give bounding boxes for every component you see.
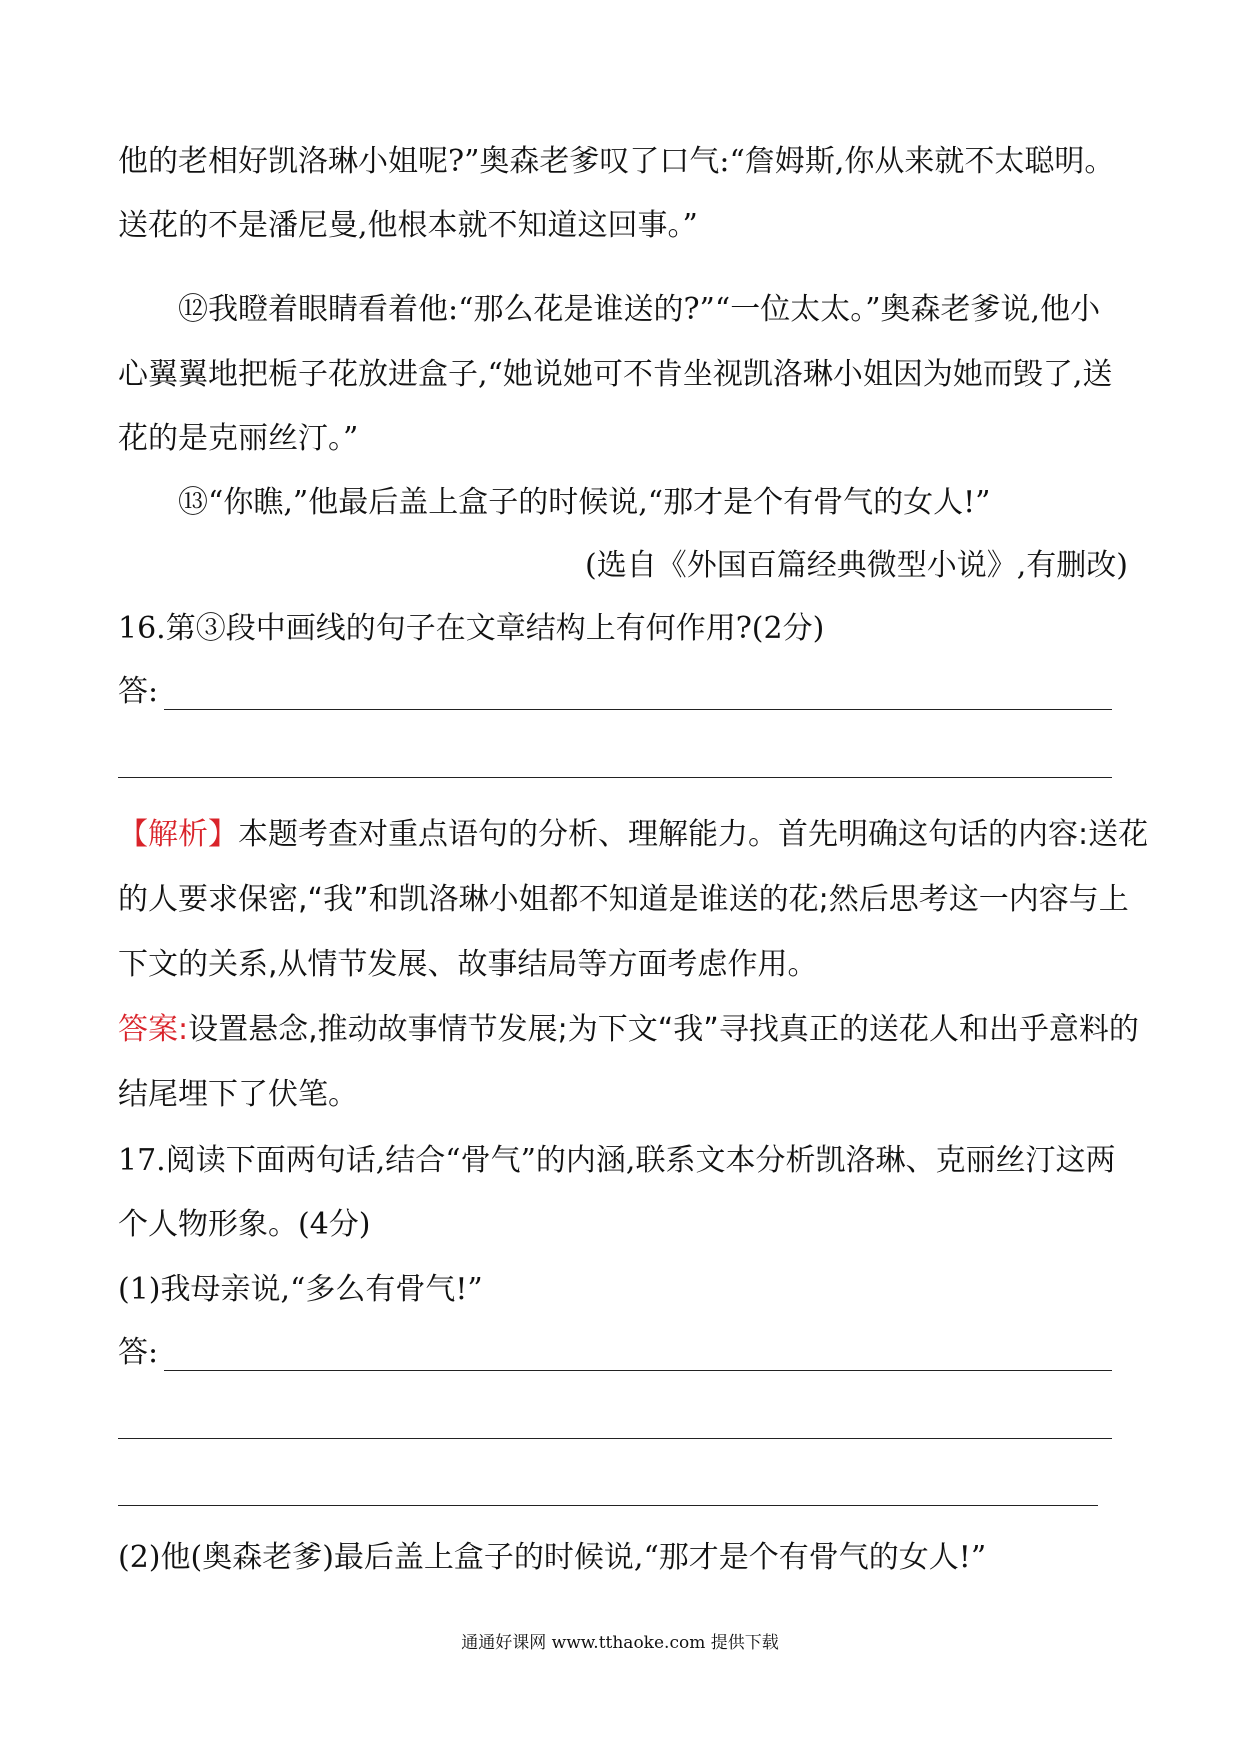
- answer-label: 答案:: [118, 1012, 189, 1047]
- answer-line-2: 结尾埋下了伏笔。: [118, 1077, 358, 1112]
- analysis-text-1: 本题考查对重点语句的分析、理解能力。首先明确这句话的内容:送花: [238, 817, 1149, 852]
- paragraph-12-line-1: ⑫我瞪着眼睛看着他:“那么花是谁送的?”“一位太太。”奥森老爹说,他小: [178, 292, 1101, 327]
- question-17-sub-2: (2)他(奥森老爹)最后盖上盒子的时候说,“那才是个有骨气的女人!”: [118, 1540, 987, 1575]
- paragraph-12-line-3: 花的是克丽丝汀。”: [118, 421, 359, 456]
- answer-line-1: [118, 1010, 1139, 1050]
- answer-text-1: 设置悬念,推动故事情节发展;为下文“我”寻找真正的送花人和出乎意料的: [188, 1012, 1139, 1047]
- answer-line: [164, 709, 1112, 710]
- question-17-line-1: 17.阅读下面两句话,结合“骨气”的内涵,联系文本分析凯洛琳、克丽丝汀这两: [118, 1143, 1116, 1178]
- source-citation: (选自《外国百篇经典微型小说》,有删改): [585, 548, 1128, 583]
- analysis-line-1: [118, 815, 1148, 855]
- answer-line: [118, 1505, 1098, 1506]
- paragraph-12-line-2: 心翼翼地把栀子花放进盒子,“她说她可不肯坐视凯洛琳小姐因为她而毁了,送: [118, 357, 1113, 392]
- answer-line: [118, 1438, 1112, 1439]
- story-line-1: 他的老相好凯洛琳小姐呢?”奥森老爹叹了口气:“詹姆斯,你从来就不太聪明。: [118, 144, 1115, 179]
- answer-line: [164, 1370, 1112, 1371]
- question-16: 16.第③段中画线的句子在文章结构上有何作用?(2分): [118, 611, 825, 646]
- story-line-2: 送花的不是潘尼曼,他根本就不知道这回事。”: [118, 208, 698, 243]
- answer-prefix-17: 答:: [118, 1335, 159, 1370]
- question-17-sub-1: (1)我母亲说,“多么有骨气!”: [118, 1272, 483, 1307]
- analysis-label: 【解析】: [118, 817, 238, 852]
- paragraph-13: ⑬“你瞧,”他最后盖上盒子的时候说,“那才是个有骨气的女人!”: [178, 485, 991, 520]
- analysis-line-2: 的人要求保密,“我”和凯洛琳小姐都不知道是谁送的花;然后思考这一内容与上: [118, 882, 1129, 917]
- analysis-line-3: 下文的关系,从情节发展、故事结局等方面考虑作用。: [118, 947, 818, 982]
- answer-line: [118, 777, 1112, 778]
- footer: 通通好课网 www.tthaoke.com 提供下载: [461, 1633, 779, 1653]
- question-17-line-2: 个人物形象。(4分): [118, 1207, 371, 1242]
- answer-prefix-16: 答:: [118, 674, 159, 709]
